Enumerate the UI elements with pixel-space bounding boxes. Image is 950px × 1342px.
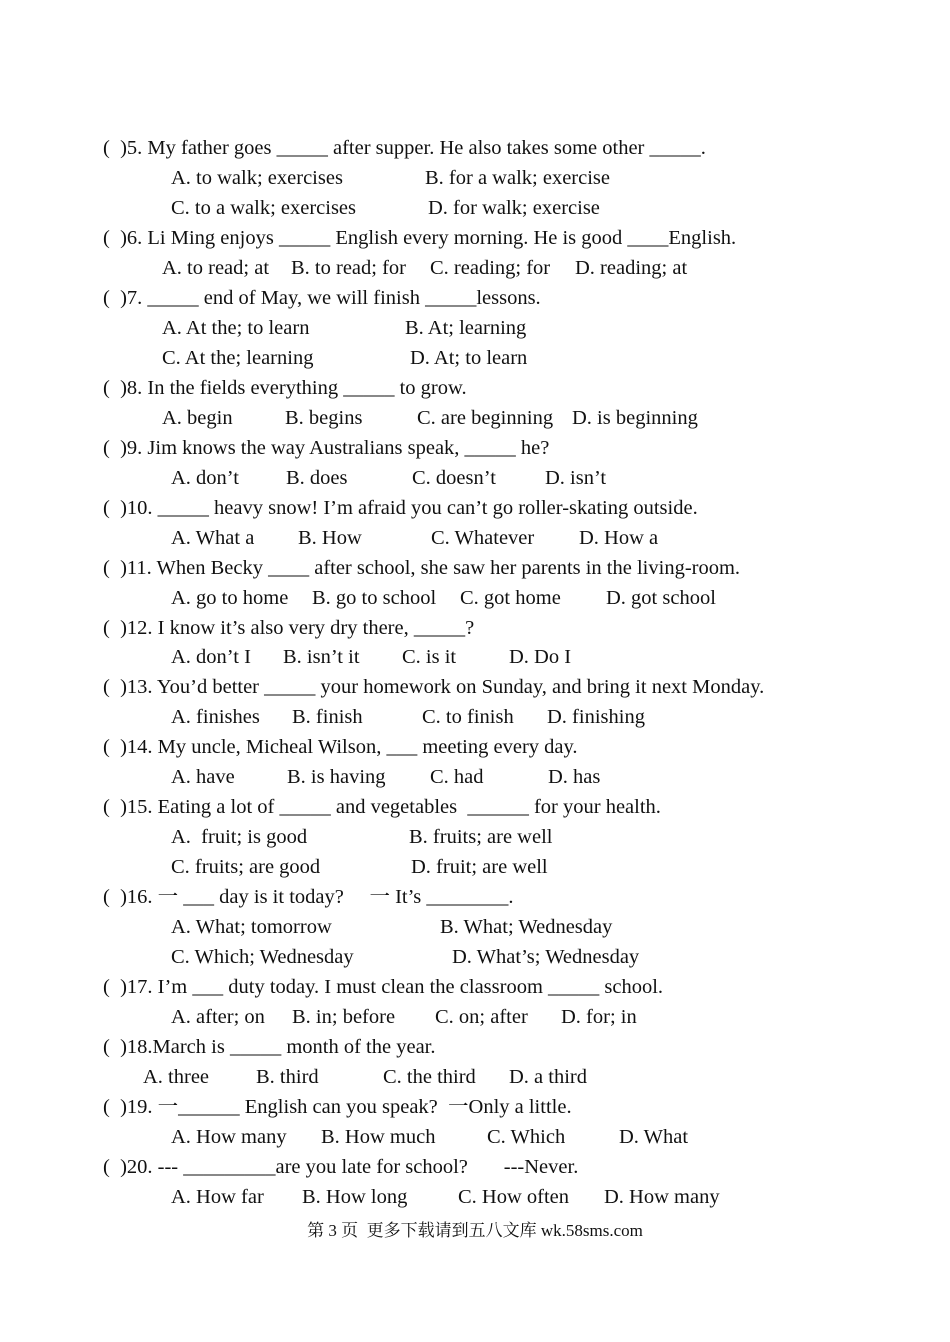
option-d: D. Do I bbox=[509, 646, 572, 669]
question-stem: ( )14. My uncle, Micheal Wilson, ___ meeting every day. bbox=[103, 736, 578, 759]
option-a: A. begin bbox=[162, 406, 233, 429]
option-b: B. isn’t it bbox=[283, 646, 360, 669]
question-stem: ( )20. --- _________are you late for school? ---Never. bbox=[103, 1155, 579, 1178]
option-a: A. after; on bbox=[171, 1006, 265, 1029]
option-d: D. isn’t bbox=[545, 466, 607, 489]
option-d: D. for; in bbox=[561, 1006, 637, 1029]
question-stem: ( )5. My father goes _____ after supper. He also takes some other _____. bbox=[103, 137, 706, 159]
option-line bbox=[0, 915, 950, 939]
option-a: A. What a bbox=[171, 526, 255, 549]
option-c: C. Which bbox=[487, 1126, 566, 1148]
option-b: B. finish bbox=[292, 706, 363, 729]
option-c: C. to finish bbox=[422, 706, 514, 729]
option-line bbox=[0, 1185, 950, 1209]
option-c: C. had bbox=[430, 766, 484, 789]
option-a: A. How many bbox=[171, 1126, 287, 1148]
question-stem: ( )18.March is _____ month of the year. bbox=[103, 1036, 436, 1059]
option-b: B. How long bbox=[302, 1185, 408, 1208]
option-line bbox=[0, 945, 950, 969]
option-c: C. the third bbox=[383, 1066, 476, 1089]
option-b: B. third bbox=[256, 1066, 319, 1089]
option-a: C. At the; learning bbox=[162, 346, 314, 369]
option-b: B. begins bbox=[285, 406, 363, 429]
option-c: C. Whatever bbox=[431, 526, 535, 549]
option-a: A. What; tomorrow bbox=[171, 916, 332, 939]
question-stem: ( )16. 一 ___ day is it today? 一 It’s ________. bbox=[103, 886, 514, 909]
question-stem: ( )6. Li Ming enjoys _____ English every morning. He is good ____English. bbox=[103, 226, 737, 249]
option-d: D. got school bbox=[606, 586, 716, 609]
option-a: A. don’t I bbox=[171, 646, 251, 669]
option-c: C. reading; for bbox=[430, 256, 551, 279]
option-b: B. in; before bbox=[292, 1006, 396, 1029]
question-stem: ( )11. When Becky ____ after school, she saw her parents in the living-room. bbox=[103, 556, 741, 579]
option-b: B. How bbox=[298, 526, 362, 549]
question-stem: ( )12. I know it’s also very dry there, _____? bbox=[103, 616, 475, 639]
option-b: D. At; to learn bbox=[410, 346, 528, 369]
option-d: D. How a bbox=[579, 526, 659, 549]
option-line bbox=[0, 406, 950, 430]
question-stem: ( )8. In the fields everything _____ to grow. bbox=[103, 376, 467, 399]
option-d: D. finishing bbox=[547, 706, 645, 729]
option-b: B. At; learning bbox=[405, 316, 527, 339]
option-c: C. is it bbox=[402, 646, 457, 669]
option-b: B. go to school bbox=[312, 586, 437, 609]
option-line bbox=[0, 1125, 950, 1149]
option-b: B. What; Wednesday bbox=[440, 916, 613, 939]
option-a: A. At the; to learn bbox=[162, 316, 310, 339]
question-stem: ( )17. I’m ___ duty today. I must clean the classroom _____ school. bbox=[103, 976, 664, 999]
option-b: B. How much bbox=[321, 1126, 436, 1148]
option-a: A. three bbox=[143, 1066, 210, 1089]
option-c: C. got home bbox=[460, 586, 561, 609]
option-line bbox=[0, 196, 950, 220]
option-d: D. a third bbox=[509, 1066, 587, 1089]
option-b: B. is having bbox=[287, 766, 386, 789]
option-a: A. to walk; exercises bbox=[171, 166, 343, 189]
option-b: D. fruit; are well bbox=[411, 856, 548, 879]
option-line bbox=[0, 855, 950, 879]
option-a: A. don’t bbox=[171, 466, 239, 489]
option-b: B. fruits; are well bbox=[409, 826, 553, 849]
option-line bbox=[0, 825, 950, 849]
option-d: D. What bbox=[619, 1126, 689, 1148]
option-line bbox=[0, 586, 950, 610]
page-footer: 第 3 页 更多下载请到五八文库 wk.58sms.com bbox=[307, 1221, 643, 1240]
option-a: A. fruit; is good bbox=[171, 826, 308, 849]
option-line bbox=[0, 645, 950, 669]
option-a: A. finishes bbox=[171, 706, 260, 729]
option-c: C. on; after bbox=[435, 1006, 528, 1029]
option-a: A. to read; at bbox=[162, 256, 270, 279]
option-c: C. How often bbox=[458, 1185, 570, 1208]
question-stem: ( )15. Eating a lot of _____ and vegetables ______ for your health. bbox=[103, 796, 661, 819]
option-b: B. for a walk; exercise bbox=[425, 166, 610, 189]
option-line bbox=[0, 1065, 950, 1089]
option-a: A. go to home bbox=[171, 586, 289, 609]
question-stem: ( )10. _____ heavy snow! I’m afraid you can’t go roller-skating outside. bbox=[103, 496, 698, 519]
option-d: D. is beginning bbox=[572, 406, 698, 429]
question-stem: ( )19. 一______ English can you speak? 一Only a little. bbox=[103, 1096, 572, 1119]
option-c: C. are beginning bbox=[417, 406, 554, 429]
option-d: D. How many bbox=[604, 1185, 720, 1208]
option-line bbox=[0, 346, 950, 370]
option-d: D. reading; at bbox=[575, 256, 688, 279]
option-line bbox=[0, 765, 950, 789]
option-b: D. for walk; exercise bbox=[428, 196, 600, 219]
option-line bbox=[0, 316, 950, 340]
option-line bbox=[0, 256, 950, 280]
option-a: C. fruits; are good bbox=[171, 856, 321, 879]
question-stem: ( )7. _____ end of May, we will finish _____lessons. bbox=[103, 286, 541, 309]
option-b: D. What’s; Wednesday bbox=[452, 946, 640, 969]
option-line bbox=[0, 526, 950, 550]
option-line bbox=[0, 466, 950, 490]
option-line bbox=[0, 166, 950, 190]
option-b: B. to read; for bbox=[291, 256, 406, 279]
option-d: D. has bbox=[548, 766, 601, 789]
option-a: A. How far bbox=[171, 1185, 264, 1208]
option-a: A. have bbox=[171, 766, 235, 789]
option-c: C. doesn’t bbox=[412, 466, 496, 489]
question-stem: ( )13. You’d better _____ your homework on Sunday, and bring it next Monday. bbox=[103, 676, 765, 699]
option-a: C. to a walk; exercises bbox=[171, 196, 357, 219]
option-a: C. Which; Wednesday bbox=[171, 946, 354, 969]
option-line bbox=[0, 705, 950, 729]
option-b: B. does bbox=[286, 466, 348, 489]
question-stem: ( )9. Jim knows the way Australians speak, _____ he? bbox=[103, 436, 550, 459]
option-line bbox=[0, 1005, 950, 1029]
